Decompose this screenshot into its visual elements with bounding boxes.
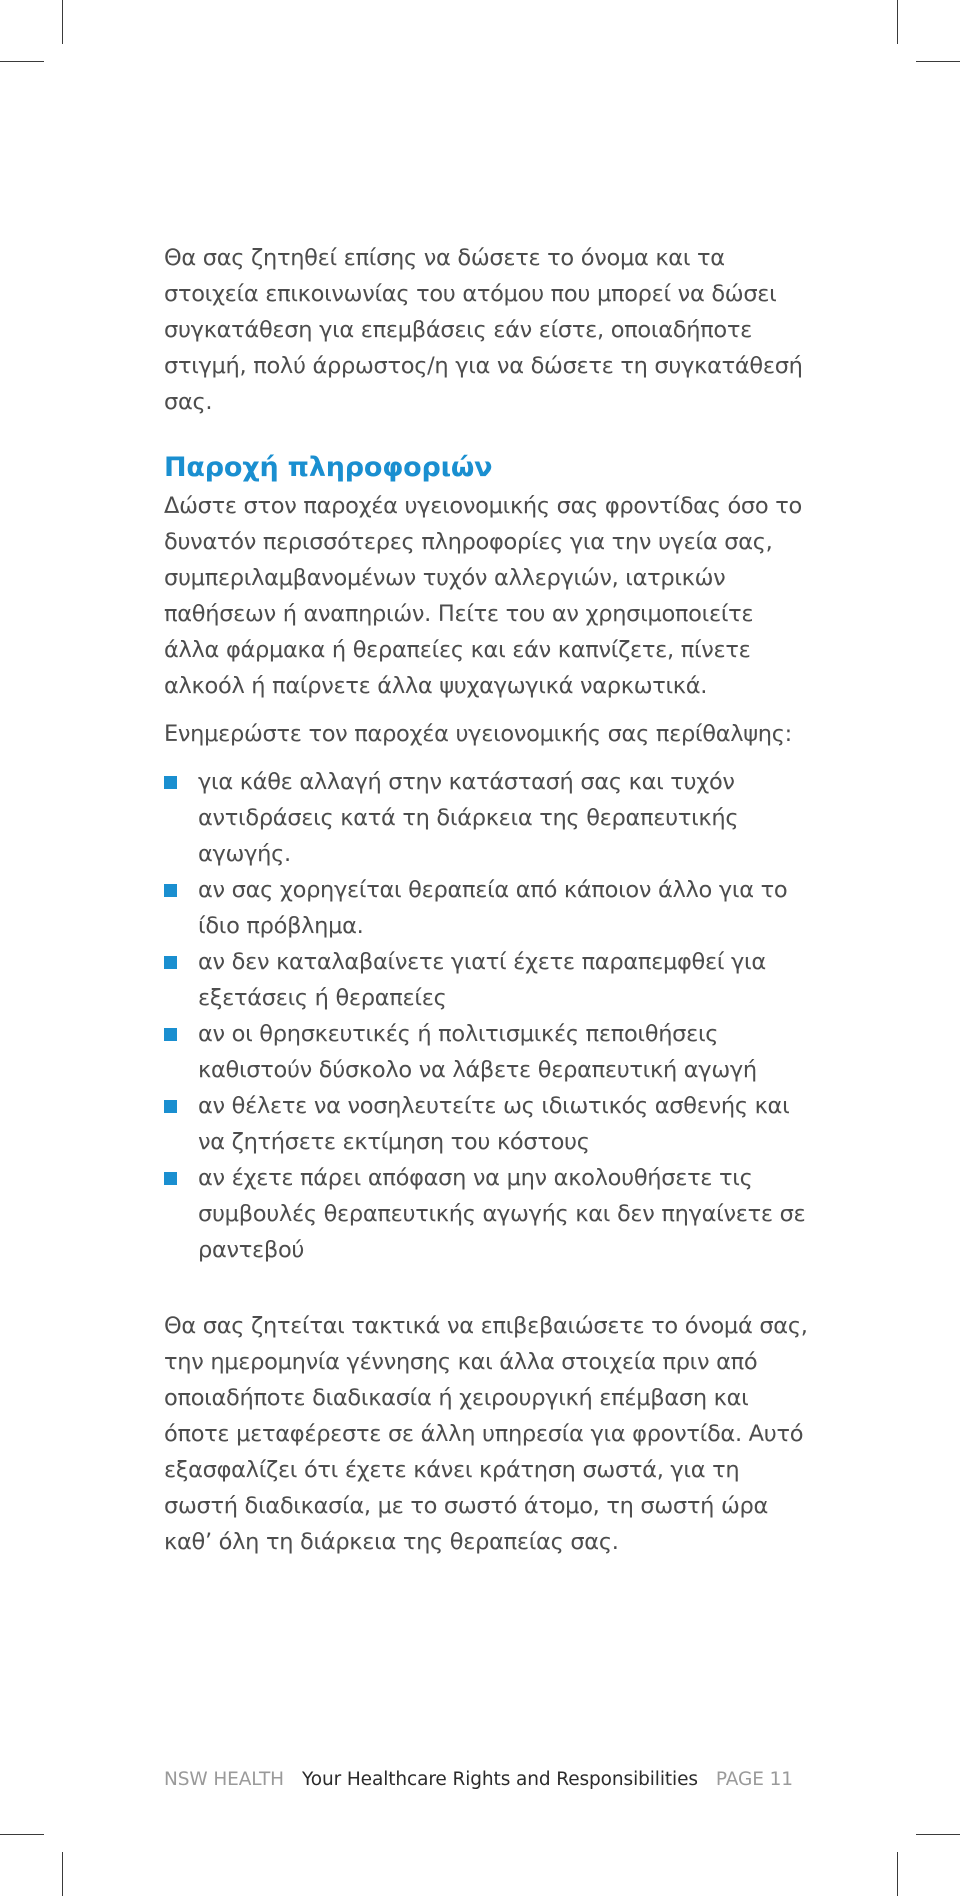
list-item xyxy=(164,1016,814,1088)
footer-page-number: PAGE 11 xyxy=(715,1769,793,1790)
list-item-text: αν σας χορηγείται θεραπεία από κάποιον άλλο για το ίδιο πρόβλημα. xyxy=(198,877,788,939)
footer-title: Your Healthcare Rights and Responsibilities xyxy=(301,1769,698,1790)
list-item-text: αν δεν καταλαβαίνετε γιατί έχετε παραπεμφθεί για εξετάσεις ή θεραπείες xyxy=(198,949,766,1011)
footer-org: NSW HEALTH xyxy=(164,1769,284,1790)
crop-mark-bottom-right-horizontal xyxy=(916,1834,960,1835)
bullet-list xyxy=(164,764,814,1268)
square-bullet-icon xyxy=(164,956,177,969)
list-intro: Ενημερώστε τον παροχέα υγειονομικής σας περίθαλψης: xyxy=(164,721,792,747)
closing-paragraph: Θα σας ζητείται τακτικά να επιβεβαιώσετε το όνομά σας, την ημερομηνία γέννησης και άλλα στοιχεία πριν από οποιαδήποτε διαδικασία ή χειρουργική επέμβαση και όποτε μεταφέρεστε σε άλλη υπηρεσία για φροντίδα. Αυτό εξασφαλίζει ότι έχετε κάνει κράτηση σωστά, για τη σωστή διαδικασία, με το σωστό άτομο, τη σωστή ώρα καθ’ όλη τη διάρκεια της θεραπείας σας. xyxy=(164,1313,808,1555)
crop-mark-top-left-vertical xyxy=(62,0,63,44)
crop-mark-bottom-left-vertical xyxy=(62,1852,63,1896)
list-item-text: για κάθε αλλαγή στην κατάστασή σας και τυχόν αντιδράσεις κατά τη διάρκεια της θεραπευτικής αγωγής. xyxy=(198,769,739,867)
list-item xyxy=(164,764,814,872)
square-bullet-icon xyxy=(164,776,177,789)
crop-mark-top-left-horizontal xyxy=(0,61,44,62)
crop-mark-top-right-vertical xyxy=(897,0,898,44)
page-content xyxy=(164,240,814,1560)
intro-paragraph: Θα σας ζητηθεί επίσης να δώσετε το όνομα και τα στοιχεία επικοινωνίας του ατόμου που μπορεί να δώσει συγκατάθεση για επεμβάσεις εάν είστε, οποιαδήποτε στιγμή, πολύ άρρωστος/η για να δώσετε τη συγκατάθεσή σας. xyxy=(164,245,803,415)
list-item xyxy=(164,1088,814,1160)
square-bullet-icon xyxy=(164,1172,177,1185)
list-item-text: αν θέλετε να νοσηλευτείτε ως ιδιωτικός ασθενής και να ζητήσετε εκτίμηση του κόστους xyxy=(198,1093,790,1155)
crop-mark-top-right-horizontal xyxy=(916,61,960,62)
page-footer xyxy=(164,1766,804,1794)
square-bullet-icon xyxy=(164,1028,177,1041)
list-item xyxy=(164,944,814,1016)
list-item xyxy=(164,872,814,944)
section-paragraph: Δώστε στον παροχέα υγειονομικής σας φροντίδας όσο το δυνατόν περισσότερες πληροφορίες για την υγεία σας, συμπεριλαμβανομένων τυχόν αλλεργιών, ιατρικών παθήσεων ή αναπηριών. Πείτε του αν χρησιμοποιείτε άλλα φάρμακα ή θεραπείες και εάν καπνίζετε, πίνετε αλκοόλ ή παίρνετε άλλα ψυχαγωγικά ναρκωτικά. xyxy=(164,493,802,699)
section-heading: Παροχή πληροφοριών xyxy=(164,452,493,483)
list-item-text: αν οι θρησκευτικές ή πολιτισμικές πεποιθήσεις καθιστούν δύσκολο να λάβετε θεραπευτική αγωγή xyxy=(198,1021,757,1083)
crop-mark-bottom-right-vertical xyxy=(897,1852,898,1896)
crop-mark-bottom-left-horizontal xyxy=(0,1834,44,1835)
square-bullet-icon xyxy=(164,884,177,897)
square-bullet-icon xyxy=(164,1100,177,1113)
list-item xyxy=(164,1160,814,1268)
list-item-text: αν έχετε πάρει απόφαση να μην ακολουθήσετε τις συμβουλές θεραπευτικής αγωγής και δεν πηγαίνετε σε ραντεβού xyxy=(198,1165,806,1263)
